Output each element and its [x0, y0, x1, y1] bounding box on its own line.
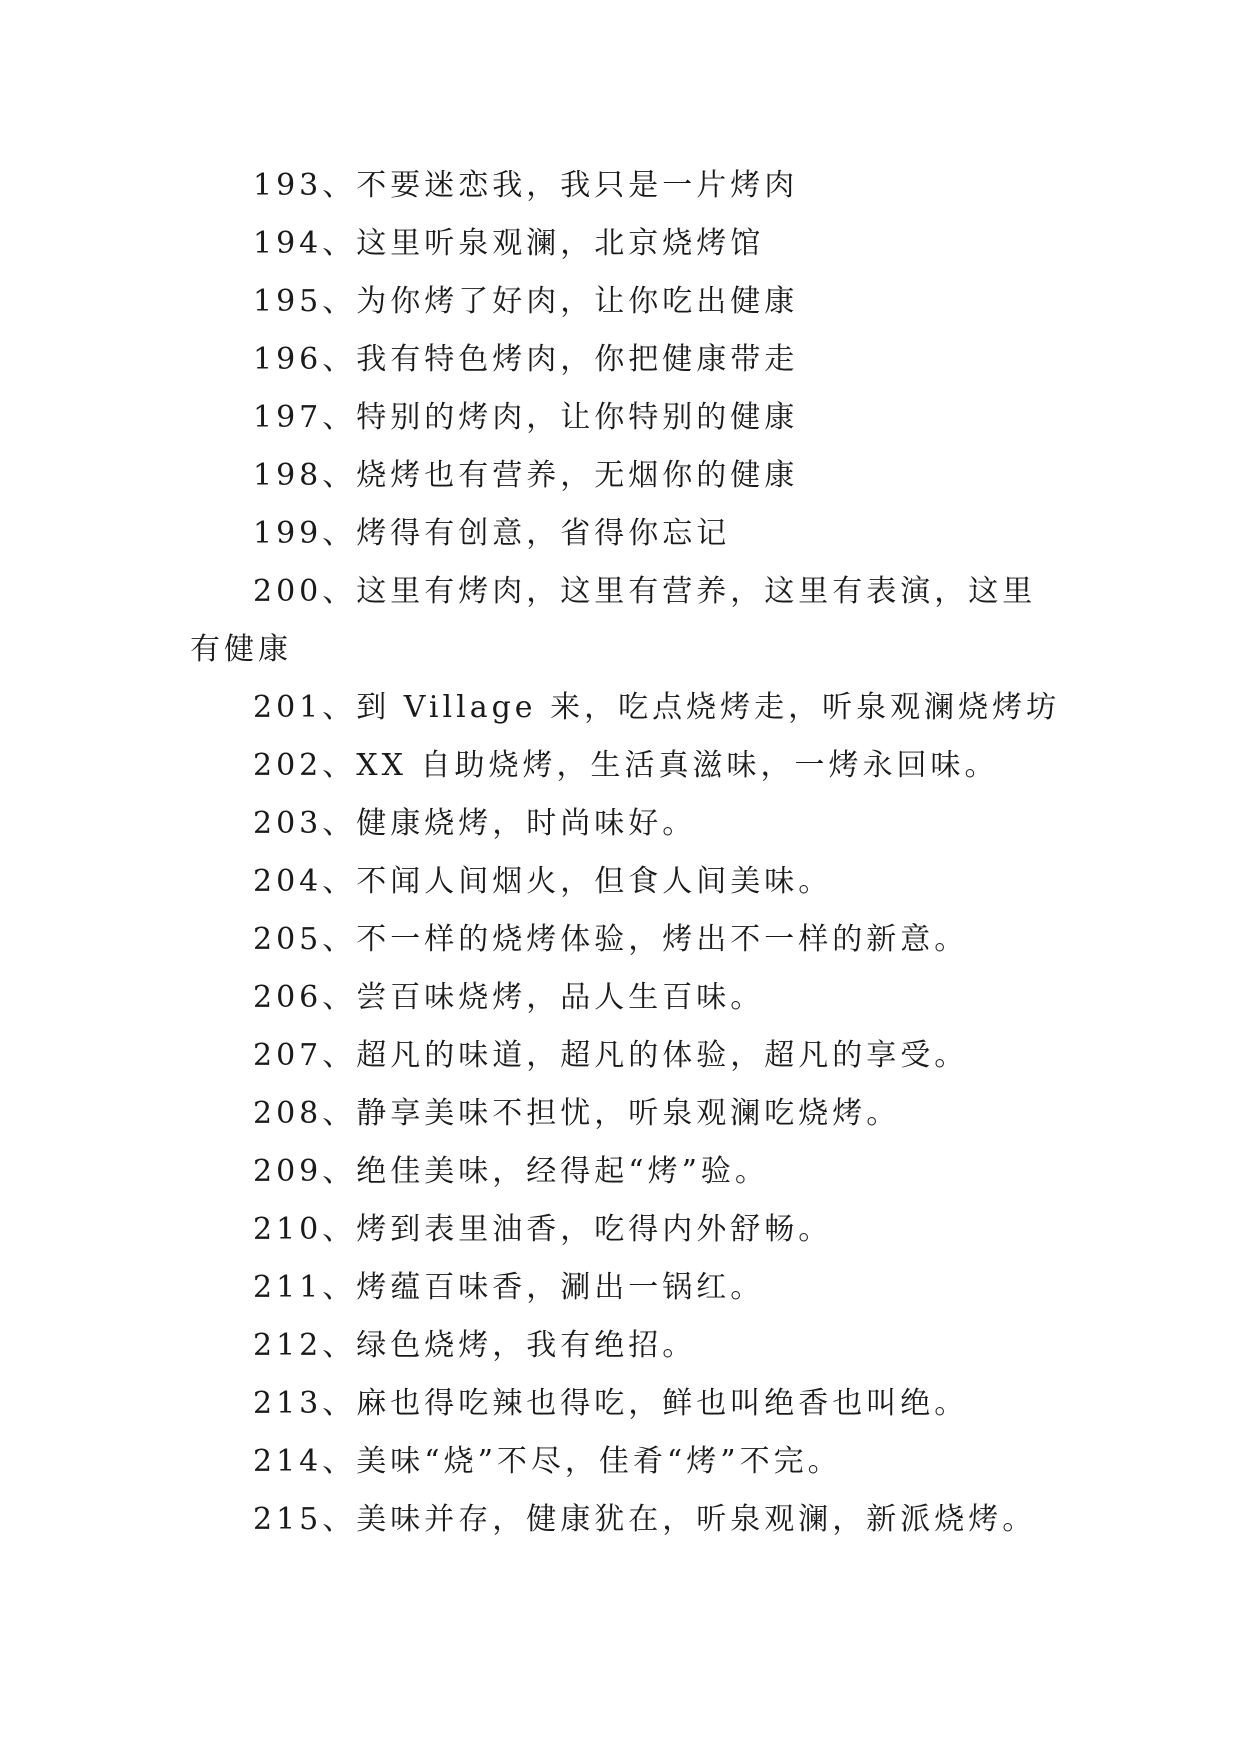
list-item: 194、这里听泉观澜，北京烧烤馆: [253, 226, 765, 261]
list-item: 206、尝百味烧烤，品人生百味。: [253, 980, 765, 1015]
list-item: 213、麻也得吃辣也得吃，鲜也叫绝香也叫绝。: [253, 1386, 969, 1421]
list-item: 204、不闻人间烟火，但食人间美味。: [253, 864, 833, 899]
list-item: 193、不要迷恋我，我只是一片烤肉: [253, 168, 799, 203]
list-item: 196、我有特色烤肉，你把健康带走: [253, 342, 799, 377]
list-item: 215、美味并存，健康犹在，听泉观澜，新派烧烤。: [253, 1502, 1037, 1537]
list-item: 210、烤到表里油香，吃得内外舒畅。: [253, 1212, 833, 1247]
list-item: 207、超凡的味道，超凡的体验，超凡的享受。: [253, 1038, 969, 1073]
slogan-list: [190, 157, 1070, 1549]
list-item: 198、烧烤也有营养，无烟你的健康: [253, 458, 799, 493]
list-item: 201、到 Village 来，吃点烧烤走，听泉观澜烧烤坊: [253, 690, 1061, 725]
list-item: 195、为你烤了好肉，让你吃出健康: [253, 284, 799, 319]
list-item: 197、特别的烤肉，让你特别的健康: [253, 400, 799, 435]
list-item: 208、静享美味不担忧，听泉观澜吃烧烤。: [253, 1096, 901, 1131]
list-item: 202、XX 自助烧烤，生活真滋味，一烤永回味。: [253, 748, 999, 783]
list-item: 199、烤得有创意，省得你忘记: [253, 516, 731, 551]
list-item: 214、美味“烧”不尽，佳肴“烤”不完。: [253, 1444, 842, 1479]
list-item: 205、不一样的烧烤体验，烤出不一样的新意。: [253, 922, 969, 957]
list-item: 200、这里有烤肉，这里有营养，这里有表演，这里有健康: [190, 574, 1037, 667]
list-item: 211、烤蕴百味香，涮出一锅红。: [253, 1270, 765, 1305]
list-item: 209、绝佳美味，经得起“烤”验。: [253, 1154, 769, 1189]
list-item: 212、绿色烧烤，我有绝招。: [253, 1328, 697, 1363]
list-item: 203、健康烧烤，时尚味好。: [253, 806, 697, 841]
